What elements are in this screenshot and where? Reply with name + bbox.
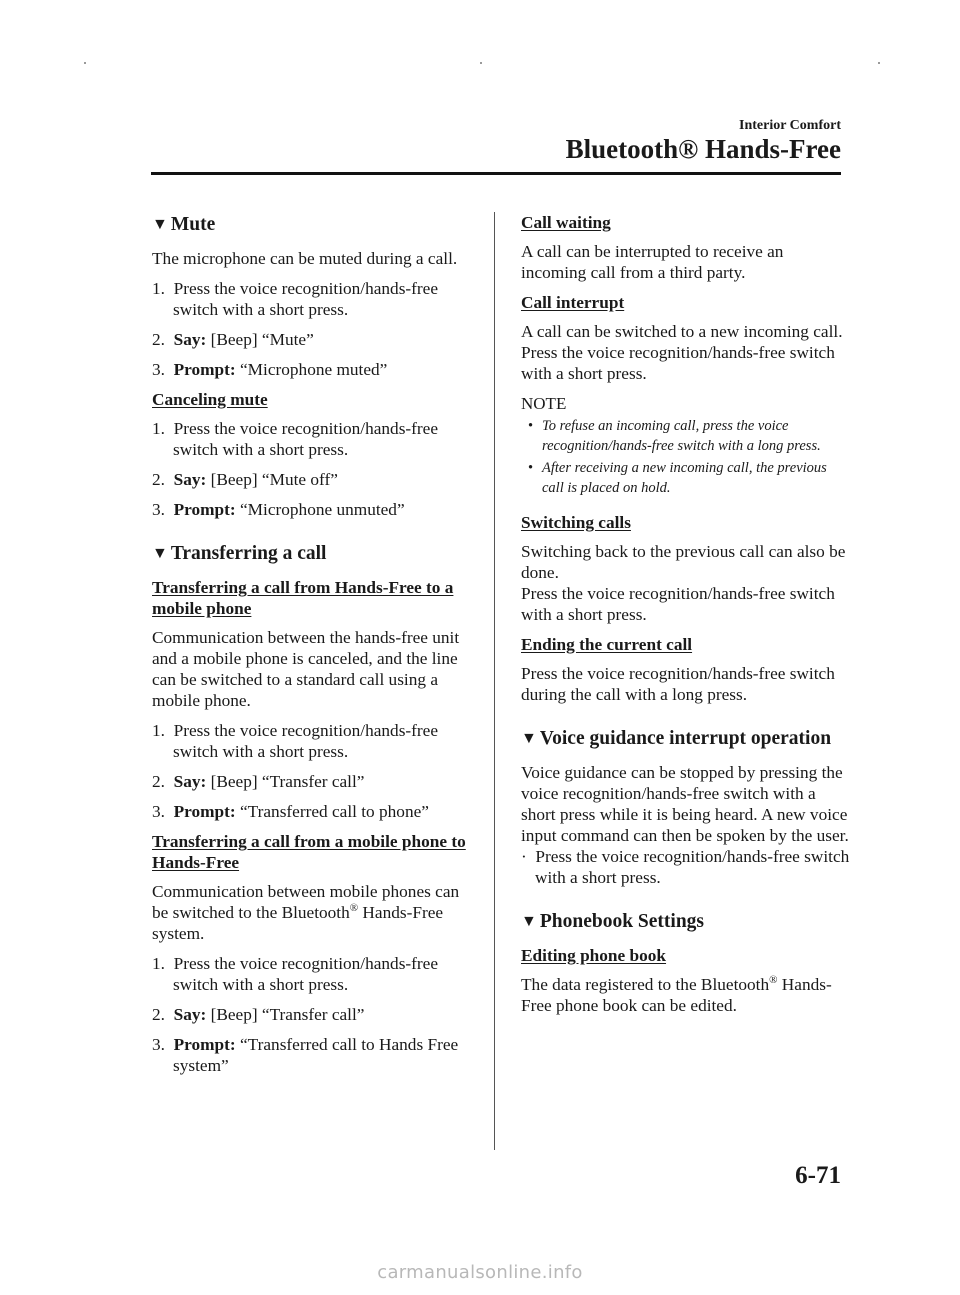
column-divider (494, 212, 495, 1150)
transfer-sub1-body: Communication between the hands-free unit and a mobile phone is canceled, and the line can be switched to a standard call using a mobile phone. (152, 628, 460, 710)
mute-step-3: 3. Prompt: “Microphone muted” (152, 360, 388, 379)
bullet-icon: • (528, 418, 534, 434)
transfer-sub1-title: Transferring a call from Hands-Free to a mobile phone (152, 578, 454, 618)
transfer-sub2-title: Transferring a call from a mobile phone to Hands-Free (152, 832, 466, 872)
triangle-down-icon: ▼ (152, 216, 168, 233)
transfer2-step-1: 1. Press the voice recognition/hands-free switch with a short press. (152, 954, 439, 994)
mute-heading: ▼ Mute (152, 214, 216, 235)
triangle-down-icon: ▼ (521, 913, 537, 930)
page-number: 6-71 (795, 1162, 841, 1189)
ending-call-title: Ending the current call (521, 635, 693, 654)
call-interrupt-title: Call interrupt (521, 293, 625, 312)
triangle-down-icon: ▼ (521, 730, 537, 747)
bullet-icon: • (528, 460, 534, 476)
right-column (521, 212, 851, 1025)
cancel-step-2: 2. Say: [Beep] “Mute off” (152, 470, 338, 489)
page-title: Bluetooth® Hands-Free (565, 134, 841, 164)
left-column (152, 212, 474, 1085)
transfer2-step-3: 3. Prompt: “Transferred call to Hands Free system” (152, 1035, 459, 1075)
voice-guidance-bullet: · Press the voice recognition/hands-free switch with a short press. (521, 847, 850, 887)
phonebook-body: The data registered to the Bluetooth® Hands-Free phone book can be edited. (521, 974, 832, 1015)
editing-phonebook-title: Editing phone book (521, 946, 667, 965)
crop-mark (84, 62, 86, 64)
cancel-step-3: 3. Prompt: “Microphone unmuted” (152, 500, 405, 519)
triangle-down-icon: ▼ (152, 545, 168, 562)
cancel-step-1: 1. Press the voice recognition/hands-free switch with a short press. (152, 419, 439, 459)
call-interrupt-body-1: A call can be switched to a new incoming call. (521, 322, 843, 341)
switching-calls-title: Switching calls (521, 513, 631, 532)
crop-mark (878, 62, 880, 64)
transfer1-step-3: 3. Prompt: “Transferred call to phone” (152, 802, 429, 821)
voice-guidance-heading: ▼ Voice guidance interrupt operation (521, 728, 832, 749)
transfer-sub2-body: Communication between mobile phones can be switched to the Bluetooth® Hands-Free system. (152, 882, 460, 943)
call-waiting-body: A call can be interrupted to receive an incoming call from a third party. (521, 242, 784, 282)
switching-body-1: Switching back to the previous call can also be done. (521, 542, 846, 582)
transfer1-step-1: 1. Press the voice recognition/hands-free switch with a short press. (152, 721, 439, 761)
canceling-mute-title: Canceling mute (152, 390, 268, 409)
header-rule (151, 172, 841, 175)
mute-step-1: 1. Press the voice recognition/hands-free switch with a short press. (152, 279, 439, 319)
phonebook-heading: ▼ Phonebook Settings (521, 911, 705, 932)
ending-call-body: Press the voice recognition/hands-free switch during the call with a long press. (521, 664, 835, 704)
transferring-heading: ▼ Transferring a call (152, 543, 327, 564)
voice-guidance-body: Voice guidance can be stopped by pressing the voice recognition/hands-free switch with a short press while it is being heard. A new voice input command can then be spoken by the user. (521, 763, 849, 845)
transfer1-step-2: 2. Say: [Beep] “Transfer call” (152, 772, 365, 791)
watermark: carmanualsonline.info (377, 1262, 583, 1283)
call-interrupt-body-2: Press the voice recognition/hands-free switch with a short press. (521, 343, 835, 383)
transfer2-step-2: 2. Say: [Beep] “Transfer call” (152, 1005, 365, 1024)
call-waiting-title: Call waiting (521, 213, 611, 232)
section-label: Interior Comfort (739, 118, 841, 133)
bullet-icon: · (521, 847, 527, 866)
mute-intro: The microphone can be muted during a call. (152, 249, 458, 268)
note-item-2: • After receiving a new incoming call, the previous call is placed on hold. (528, 460, 827, 496)
note-item-1: • To refuse an incoming call, press the voice recognition/hands-free switch with a long press. (528, 418, 821, 454)
mute-step-2: 2. Say: [Beep] “Mute” (152, 330, 314, 349)
switching-body-2: Press the voice recognition/hands-free switch with a short press. (521, 584, 835, 624)
crop-mark (480, 62, 482, 64)
note-title: NOTE (521, 394, 567, 413)
